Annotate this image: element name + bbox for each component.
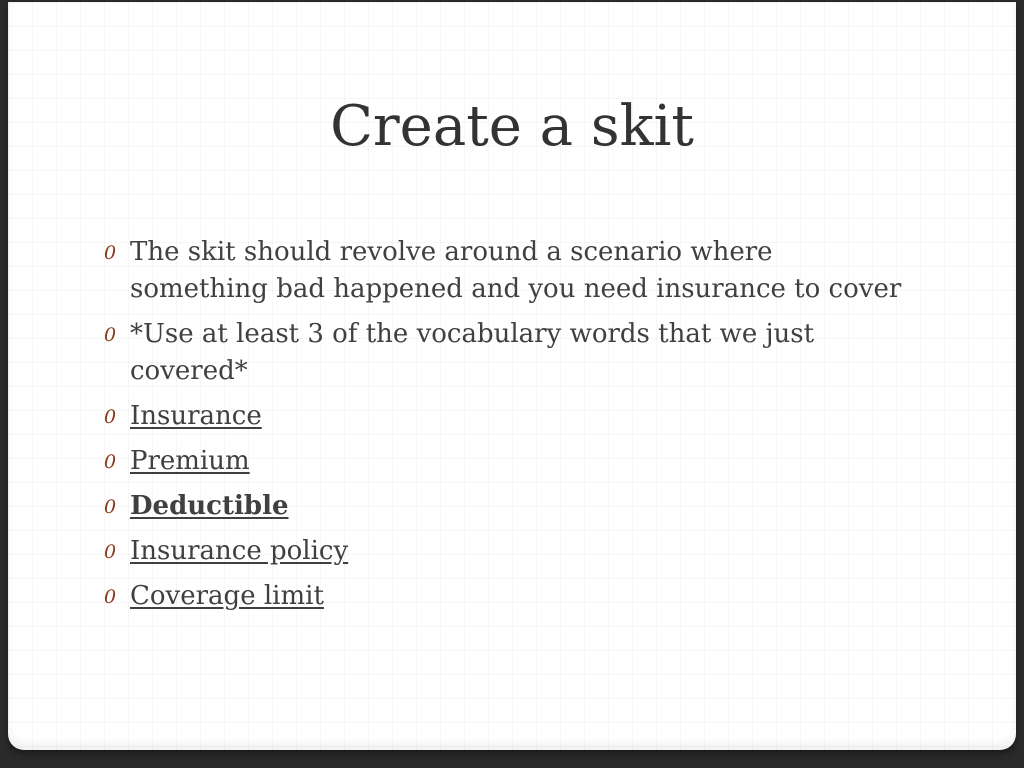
bullet-marker: 0	[104, 451, 117, 473]
bullet-marker: 0	[104, 496, 117, 518]
slide-title: Create a skit	[330, 94, 694, 159]
vocab-term-insurance-policy: Insurance policy	[130, 536, 349, 566]
bullet-marker: 0	[104, 324, 117, 346]
bullet-marker: 0	[104, 242, 117, 264]
bullet-item-premium	[102, 443, 902, 480]
bullet-item-coverage-limit	[102, 578, 902, 615]
vocab-term-coverage-limit: Coverage limit	[130, 581, 324, 611]
bullet-item-deductible	[102, 488, 902, 525]
bullet-text: *Use at least 3 of the vocabulary words that we just covered*	[130, 319, 815, 386]
bullet-text: The skit should revolve around a scenario where something bad happened and you need insurance to cover	[130, 237, 902, 304]
bullet-list	[102, 234, 902, 623]
bullet-marker: 0	[104, 406, 117, 428]
vocab-term-premium: Premium	[130, 446, 250, 476]
bullet-item-insurance-policy	[102, 533, 902, 570]
bullet-item-scenario	[102, 234, 902, 308]
bullet-marker: 0	[104, 541, 117, 563]
vocab-term-insurance: Insurance	[130, 401, 262, 431]
vocab-term-deductible: Deductible	[130, 491, 289, 521]
bullet-item-vocabulary	[102, 316, 902, 390]
bullet-marker: 0	[104, 586, 117, 608]
bullet-item-insurance	[102, 398, 902, 435]
